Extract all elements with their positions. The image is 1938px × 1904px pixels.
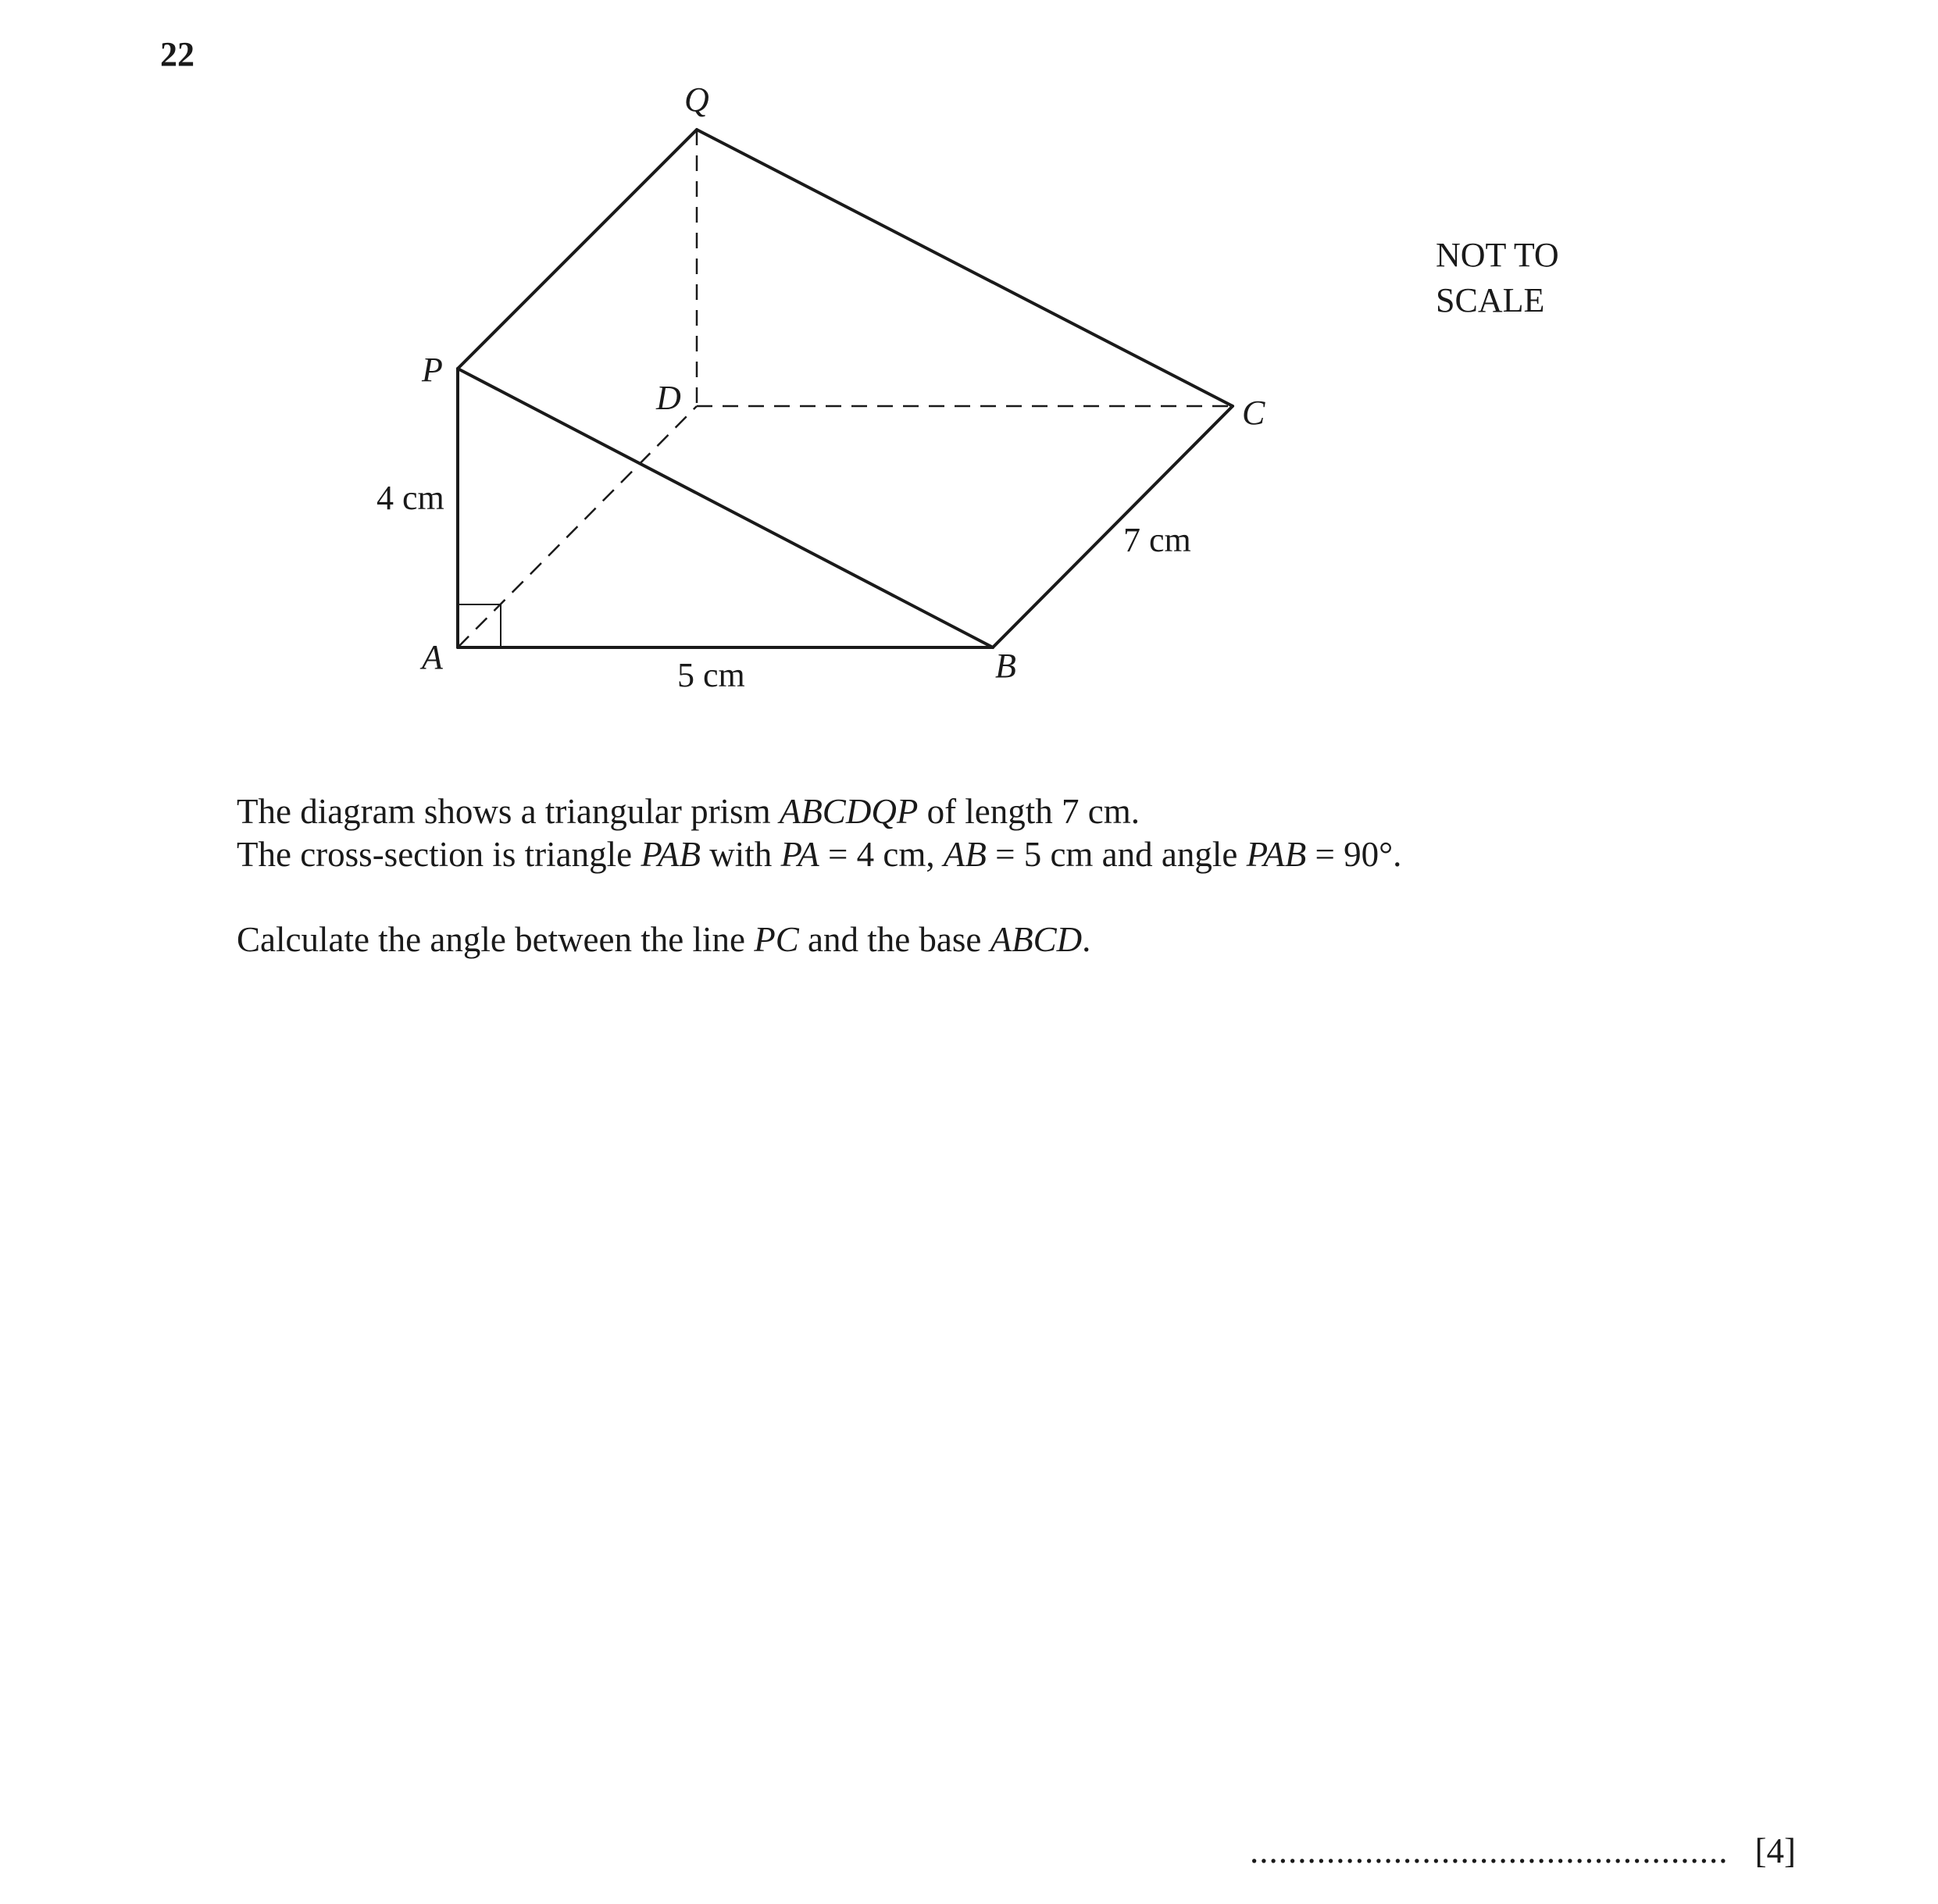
- vertex-label-p: P: [422, 351, 443, 389]
- question-text: [237, 790, 1760, 961]
- question-line-3: Calculate the angle between the line PC and the base ABCD.: [237, 920, 1091, 959]
- edge-pb: [458, 369, 993, 647]
- marks-label: [4]: [1754, 1831, 1796, 1870]
- dimension-label-ab: 5 cm: [677, 656, 745, 694]
- edge-qc: [697, 130, 1233, 406]
- question-line-1: The diagram shows a triangular prism ABCDQP of length 7 cm.: [237, 792, 1140, 831]
- edge-bc: [993, 406, 1233, 647]
- not-to-scale-note: [1436, 233, 1559, 323]
- dimension-label-pa: 4 cm: [377, 479, 444, 517]
- question-line-2: The cross-section is triangle PAB with PA = 4 cm, AB = 5 cm and angle PAB = 90°.: [237, 835, 1402, 874]
- vertex-label-b: B: [995, 647, 1016, 685]
- vertex-label-c: C: [1242, 394, 1265, 432]
- not-to-scale-line2: SCALE: [1436, 281, 1545, 319]
- vertex-label-d: D: [656, 379, 681, 417]
- prism-diagram: [0, 0, 1938, 781]
- edge-ad: [458, 406, 697, 647]
- question-number: 22: [160, 35, 195, 73]
- answer-line: [1250, 1827, 1796, 1874]
- edge-pq: [458, 130, 697, 369]
- not-to-scale-line1: NOT TO: [1436, 236, 1559, 274]
- answer-blank[interactable]: ..................................................: [1250, 1831, 1729, 1870]
- vertex-label-a: A: [422, 638, 443, 676]
- dimension-label-bc: 7 cm: [1123, 521, 1191, 559]
- vertex-label-q: Q: [684, 80, 709, 119]
